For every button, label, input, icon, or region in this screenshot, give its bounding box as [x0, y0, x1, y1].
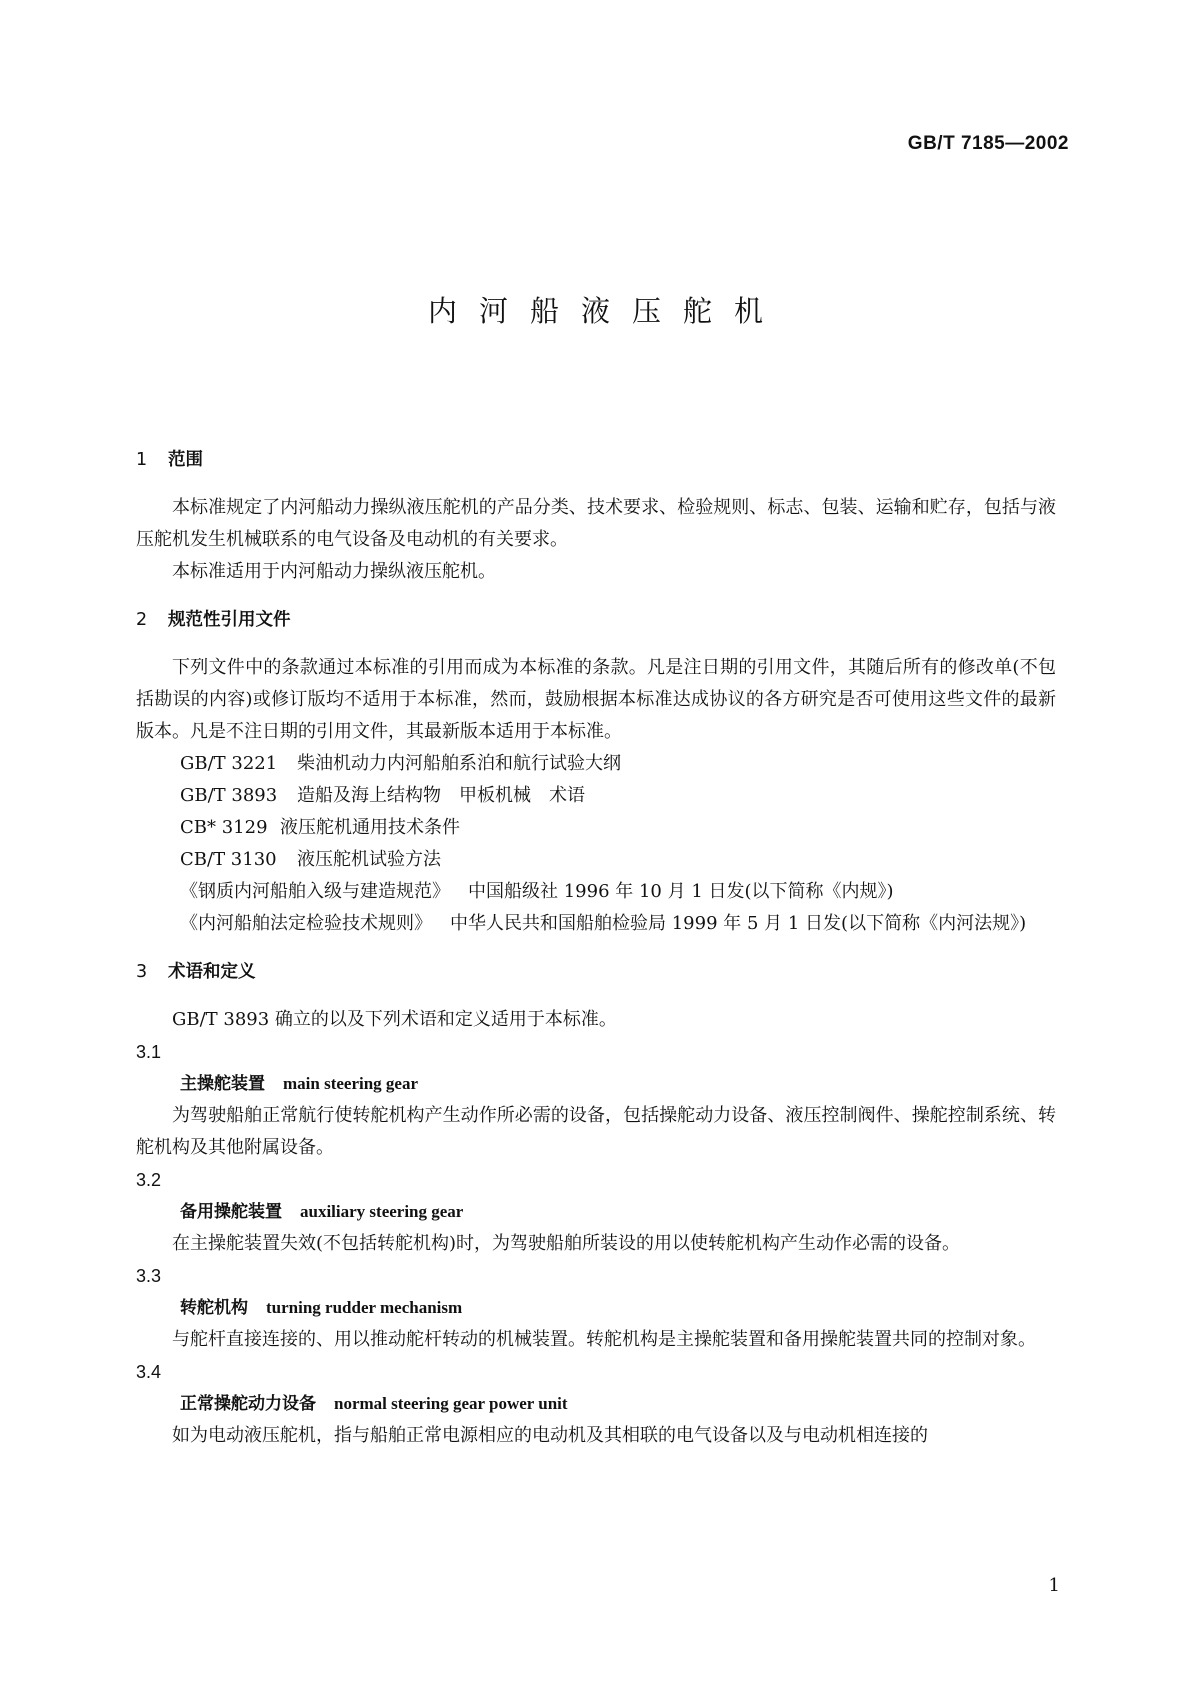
term-entry: [136, 1356, 1056, 1452]
term-en: turning rudder mechanism: [266, 1298, 463, 1317]
term-definition: 在主操舵装置失效(不包括转舵机构)时，为驾驶船舶所装设的用以使转舵机构产生动作必需的设备。: [172, 1233, 961, 1254]
term-zh: 正常操舵动力设备: [180, 1394, 316, 1414]
clause-number: 3.3: [136, 1266, 162, 1286]
term-heading: [136, 1388, 1056, 1420]
reference-item: [136, 748, 1056, 780]
paragraph: GB/T 3893 确立的以及下列术语和定义适用于本标准。: [172, 1009, 617, 1030]
reference-title: 液压舵机试验方法: [297, 849, 441, 870]
reference-item: [136, 908, 1056, 940]
standard-code: GB/T 7185—2002: [907, 133, 1069, 154]
section-heading-terms-and-definitions: [136, 956, 1056, 988]
page-number: 1: [1048, 1575, 1060, 1596]
term-en: main steering gear: [283, 1074, 419, 1093]
paragraph: 本标准规定了内河船动力操纵液压舵机的产品分类、技术要求、检验规则、标志、包装、运输和贮存，包括与液压舵机发生机械联系的电气设备及电动机的有关要求。: [136, 497, 1056, 550]
reference-name: 《钢质内河船舶入级与建造规范》: [180, 881, 450, 902]
reference-name: 《内河船舶法定检验技术规则》: [180, 913, 432, 934]
section-title: 术语和定义: [168, 962, 256, 982]
term-entry: [136, 1260, 1056, 1356]
reference-issuer: 中华人民共和国船舶检验局 1999 年 5 月 1 日发(以下简称《内河法规》): [450, 913, 1027, 934]
paragraph: 本标准适用于内河船动力操纵液压舵机。: [172, 561, 496, 582]
reference-code: CB/T 3130: [180, 849, 277, 870]
clause-number: 3.1: [136, 1042, 162, 1062]
reference-item: [136, 844, 1056, 876]
term-heading: [136, 1196, 1056, 1228]
reference-title: 柴油机动力内河船舶系泊和航行试验大纲: [297, 753, 621, 774]
reference-title: 液压舵机通用技术条件: [280, 817, 460, 838]
reference-title: 造船及海上结构物 甲板机械 术语: [297, 785, 585, 806]
section-title: 范围: [168, 450, 203, 470]
term-en: normal steering gear power unit: [334, 1394, 568, 1413]
section-number: 2: [136, 610, 148, 630]
reference-code: GB/T 3221: [180, 753, 278, 774]
reference-code: CB* 3129: [180, 817, 268, 838]
clause-number: 3.2: [136, 1170, 162, 1190]
term-zh: 备用操舵装置: [180, 1202, 282, 1222]
document-title: 内河船液压舵机: [427, 294, 785, 328]
term-heading: [136, 1292, 1056, 1324]
term-heading: [136, 1068, 1056, 1100]
section-number: 1: [136, 450, 148, 470]
clause-number: 3.4: [136, 1362, 162, 1382]
term-en: auxiliary steering gear: [300, 1202, 464, 1221]
term-zh: 主操舵装置: [180, 1074, 265, 1094]
document-body: [136, 444, 1056, 1452]
section-heading-scope: [136, 444, 1056, 476]
term-entry: [136, 1036, 1056, 1164]
term-definition: 与舵杆直接连接的、用以推动舵杆转动的机械装置。转舵机构是主操舵装置和备用操舵装置共同的控制对象。: [172, 1329, 1036, 1350]
term-zh: 转舵机构: [180, 1298, 248, 1318]
reference-item: [136, 780, 1056, 812]
reference-item: [136, 876, 1056, 908]
reference-issuer: 中国船级社 1996 年 10 月 1 日发(以下简称《内规》): [468, 881, 894, 902]
term-definition: 为驾驶船舶正常航行使转舵机构产生动作所必需的设备，包括操舵动力设备、液压控制阀件、操舵控制系统、转舵机构及其他附属设备。: [136, 1105, 1056, 1158]
section-number: 3: [136, 962, 148, 982]
reference-item: [136, 812, 1056, 844]
term-definition: 如为电动液压舵机，指与船舶正常电源相应的电动机及其相联的电气设备以及与电动机相连接的: [172, 1425, 928, 1446]
section-title: 规范性引用文件: [168, 610, 291, 630]
term-entry: [136, 1164, 1056, 1260]
section-heading-normative-references: [136, 604, 1056, 636]
paragraph: 下列文件中的条款通过本标准的引用而成为本标准的条款。凡是注日期的引用文件，其随后所有的修改单(不包括勘误的内容)或修订版均不适用于本标准，然而，鼓励根据本标准达成协议的各方研究是否可使用这些文件的最新版本。凡是不注日期的引用文件，其最新版本适用于本标准。: [136, 657, 1056, 742]
reference-code: GB/T 3893: [180, 785, 278, 806]
